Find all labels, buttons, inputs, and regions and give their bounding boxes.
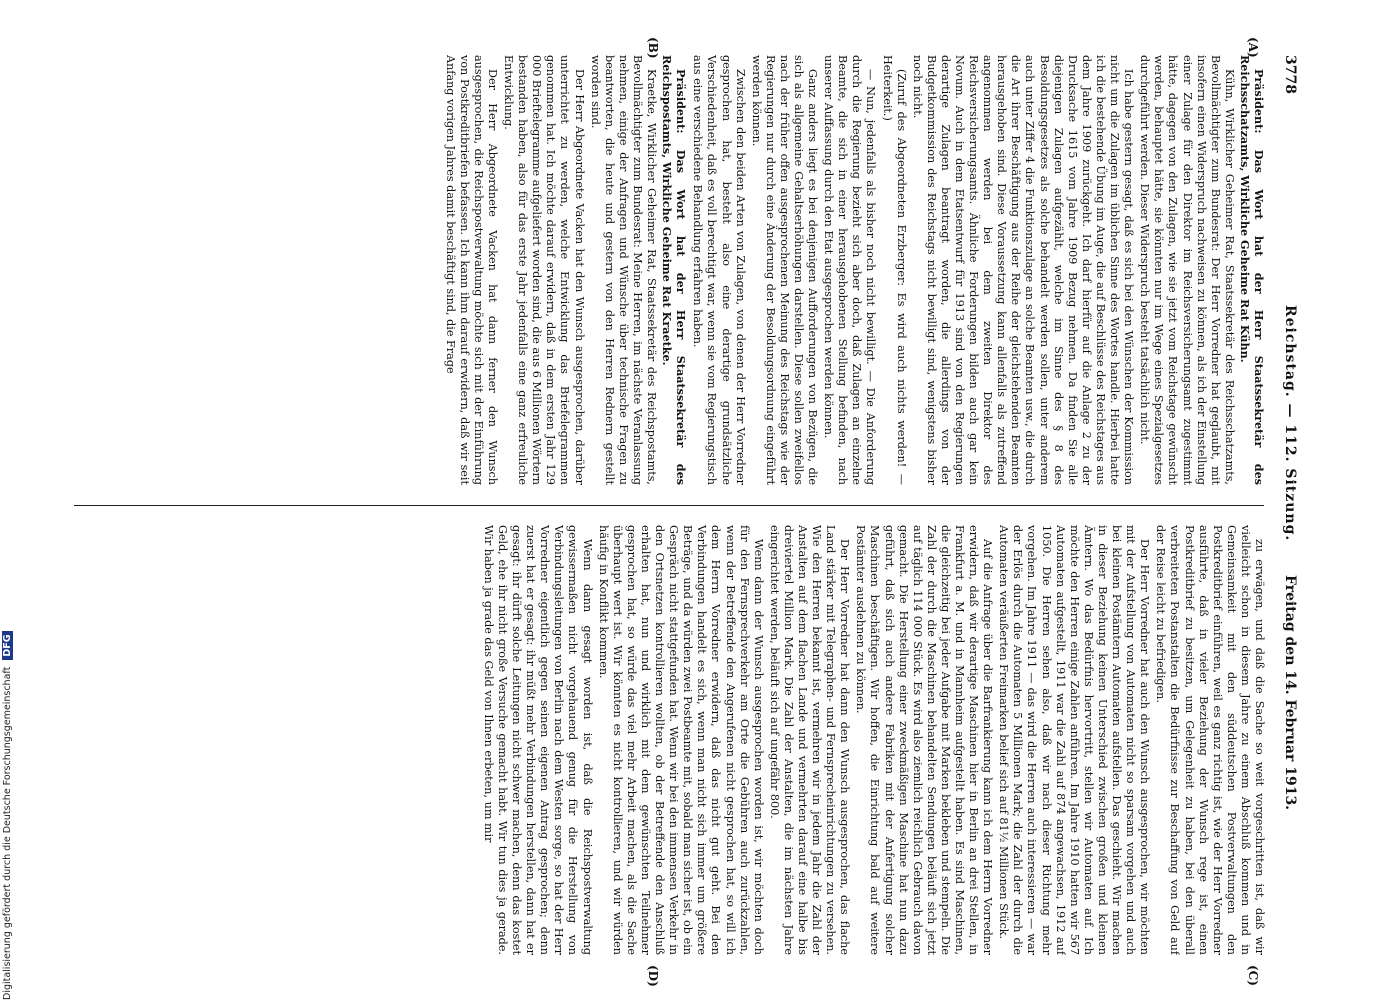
paragraph: Zwischen den beiden Arten von Zulagen, von denen der Herr Vorredner gesprochen hat, besteht also eine derartige grundsätzliche Verschiedenheit, daß es voll berechtigt war, wenn sie vom Regierungstisch aus eine verschiedene Behandlung erfahren haben. bbox=[691, 55, 747, 485]
paragraph: zu erwägen, und daß die Sache so weit vorgeschritten ist, daß wir vielleicht schon in diesem Jahre zu einem Abschluß kommen und in Gemeinsamkeit mit den süddeutschen Postverwaltungen den Postkreditbrief einführen, weil es ganz richtig ist, wie der Herr Vorredner ausführte, daß in vieler Beziehung der Wunsch rege ist, einen Postkreditbrief zu besitzen, um Gelegenheit zu haben, bei den überall verbreiteten Postanstalten die Bedürfnisse zur Beschaffung von Geld auf der Reise leicht zu befriedigen. bbox=[1154, 525, 1266, 955]
dfg-logo: DFG bbox=[2, 631, 13, 659]
paragraph: Der Herr Abgeordnete Vacken hat den Wunsch ausgesprochen, darüber unterrichtet zu werden, welche Entwicklung das Briefelegrammen genommen hat. Ich möchte darauf erwidern, daß in dem ersten Jahr 129 000 Brieftelegramme aufgeliefert worden sind, die aus 6 Millionen Wörtern bestanden haben, also für das erste Jahr jedenfalls eine ganz erfreuliche Entwicklung. bbox=[502, 55, 586, 485]
paragraph: Der Herr Vorredner hat dann den Wunsch ausgesprochen, das flache Land stärker mit Telegraphen- und Fernsprecheinrichtungen zu versehen. Wie den Herren bekannt ist, vermehren wir in jedem Jahr die Zahl der Anstalten auf dem flachen Lande und vermehrten darauf eine halbe bis dreiviertel Million Mark. Die Zahl der Anstalten, die im nächsten Jahre eingerichtet werden, beläuft sich auf ungefähr 800. bbox=[767, 525, 852, 955]
paragraph: Ich habe gestern gesagt, daß es sich bei den Wünschen der Kommission nicht um die Zulagen im üblichen Sinne des Wortes handle. Hierbei hatte ich die bestehende Übung im Auge, die auf Beschlüsse des Reichstages aus dem Jahre 1909 zurückgeht. Ich darf hierfür auf die Anlage 2 zu der Drucksache 1615 vom Jahre 1909 Bezug nehmen. Da finden Sie alle diejenigen Zulagen aufgezählt, welche im Sinne des § 8 des Besoldungsgesetzes als solche behandelt werden sollen, unter anderem auch unter Ziffer 4 die Funktionszulage an solche Beamten usw., die durch die Art ihrer Beschäftigung aus der Reihe der gleichstehenden Beamten herausgehoben sind. Diese Voraussetzung kann allenfalls als zutreffend angenommen werden bei dem zweiten Direktor des Reichsversicherungsamts. Ähnliche Forderungen bilden auch gar kein Novum. Auch in dem Etatsentwurf für 1913 sind von den Regierungen derartige Zulagen beantragt worden, die allerdings von der Budgetkommission des Reichstags nicht bewilligt sind, wenigstens bisher noch nicht. bbox=[910, 55, 1136, 485]
margin-marker-a: (A) bbox=[1246, 37, 1260, 58]
paragraph: Kühn, Wirklicher Geheimer Rat, Staatssekretär des Reichsschatzamts, Bevollmächtigter zum Bundesrat: Der Herr Vorredner hat geglaubt, mit insofern einen Widerspruch nachweisen zu können, als ich der Einstellung einer Zulage für den Direktor im Reichsversicherungsamt zugestimmt hätte, dagegen von den Zulagen, wie sie jetzt vom Reichstage gewünscht werden, behauptet hätte, sie könnten nur im Wege eines Spezialgesetzes durchgeführt werden. Dieser Widerspruch besteht tatsächlich nicht. bbox=[1138, 55, 1236, 485]
margin-marker-b: (B) bbox=[646, 37, 660, 59]
running-title: Reichstag. — 112. Sitzung. bbox=[1282, 305, 1298, 542]
paragraph: Ganz anders liegt es bei denjenigen Aufforderungen von Bezügen, die sich als allgemeine Gehaltserhöhungen darstellen. Diese sollen zweifellos nach der früher offen ausgesprochenen Meinung des Reichstags wie der Regierungen nur durch eine Änderung der Besoldungsordnung eingeführt werden können. bbox=[749, 55, 820, 485]
paragraph: Der Herr Vorredner hat auch den Wunsch ausgesprochen, wir möchten mit der Aufstellung von Automaten nicht so sparsam vorgehen und auch bei kleinen Postämtern Automaten aufstellen. Das geschieht. Wir machen in dieser Beziehung keinen Unterschied zwischen großen und kleinen Ämtern. Wo das Bedürfnis hervortritt, stellen wir Automaten auf. Ich möchte den Herren einige Zahlen anführen. Im Jahre 1910 hatten wir 567 Automaten aufgestellt, 1911 war die Zahl auf 874 angewachsen, 1912 auf 1050. Die Herren sehen also, daß wir nach dieser Richtung mehr vorgehen. Im Jahre 1911 — das wird die Herren auch interessieren — war der Erlös durch die Automaten 5 Millionen Mark; die Zahl der durch die Automaten veräußerten Freimarken belief sich auf 81½ Millionen Stück. bbox=[997, 525, 1152, 955]
paragraph: Präsident: Das Wort hat der Herr Staatssekretär des Reichsschatzamts, Wirkliche Geheime Rat Kühn. bbox=[1237, 55, 1266, 485]
paragraph: Präsident: Das Wort hat der Herr Staatssekretär des Reichspostamts, Wirkliche Geheime Rat Kraetke. bbox=[660, 55, 689, 485]
paragraph: Wenn dann gesagt worden ist, daß die Reichspostverwaltung gewissermaßen nicht vorgehauend genug für die Herstellung von Verbindungsleitungen von Berlin nach dem Westen sorge, so hat der Herr Vorredner eigentlich gegen seinen eigenen Antrag gesprochen; denn zuerst hat er gesagt: ihr müßt mehr Verbindungen herstellen, dann hat er gesagt: ihr dürft solche Leitungen nicht schwer machen, denn das kostet Geld, ehe ihr nicht große Versuche gemacht habt. Wir tun dies ja gerade. Wir haben ja grade das Geld von Ihnen erbeten, um mir bbox=[481, 525, 594, 955]
column-divider bbox=[74, 505, 1264, 506]
page-header bbox=[1272, 55, 1300, 960]
rotated-content bbox=[50, 37, 1300, 987]
session-date: Freitag den 14. Februar 1913. bbox=[1282, 575, 1298, 811]
margin-marker-c: (C) bbox=[1246, 965, 1260, 986]
paragraph: Kraetke, Wirklicher Geheimer Rat, Staatssekretär des Reichspostamts, Bevollmächtigter zum Bundesrat: Meine Herren, im nächste Veranlassung nehmen, einige der Anfragen und Wünsche über technische Fragen zu beantworten, die heute und gestern von den Herren Rednern gestellt worden sind. bbox=[588, 55, 659, 485]
credit-text: Digitalisierung gefördert durch die Deutsche Forschungsgemeinschaft bbox=[2, 666, 13, 1000]
paragraph: Auf die Anfrage über die Barfrankierung kann ich dem Herrn Vorredner erwidern, daß wir derartige Maschinen hier in Berlin an drei Stellen, in Frankfurt a. M. und in Mannheim aufgestellt haben. Es sind Maschinen, die gleichzeitig bei jeder Aufgabe mit Marken bekleben und stempeln. Die Zahl der durch die Maschinen behandelten Sendungen beläuft sich jetzt auf täglich 114 000 Stück. Es wird also ziemlich reichlich Gebrauch davon gemacht. Die Herstellung einer zweckmäßigen Maschine hat nun dazu geführt, daß sich auch andere Fabriken mit der Anfertigung solcher Maschinen beschäftigen. Wir hoffen, die Einrichtung bald auf weitere Postämter ausdehnen zu können. bbox=[854, 525, 995, 955]
digitization-credit bbox=[2, 0, 13, 1000]
paragraph: — Nun, jedenfalls als bisher noch nicht bewilligt. — Die Anforderung durch die Regierung bezieht sich aber doch, daß Zulagen an einzelne Beamte, die sich in einer herausgehobenen Stellung befinden, nach unserer Auffassung durch den Etat ausgesprochen werden können. bbox=[822, 55, 878, 485]
paragraph: Wenn dann der Wunsch ausgesprochen worden ist, wir möchten doch für den Fernsprechverkehr am Orte die Gebühren auch zurückzahlen, wenn der Betreffende den Angerufenen nicht gesprochen hat, so will ich dem Herrn Vorredner erwidern, daß das nicht gut geht. Bei den Verbindungen handelt es sich, wenn man nicht sich immer um größere Beträge, und da würden zwei Postbeamte mit, sobald man sicher ist, ob ein Gespräch nicht stattgefunden hat. Wenn wir bei den immensen Verkehr in den Ortsnetzen kontrollieren wollten, ob der Betreffende den Anschluß erhalten hat, nun und wirklich mit dem gewünschten Teilnehmer gesprochen hat, so würde das viel mehr Arbeit machen, als die Sache überhaupt wert ist. Wir könnten es nicht kontrollieren, und wir würden häufig in Konflikt kommen. bbox=[596, 525, 765, 955]
page-number: 3778 bbox=[1282, 55, 1298, 94]
left-column bbox=[66, 55, 1266, 485]
right-column bbox=[66, 525, 1266, 955]
paragraph: Der Herr Abgeordnete Vacken hat dann ferner den Wunsch ausgesprochen, die Reichspostverwaltung möchte sich mit der Einführung von Postkreditbriefen befassen. Ich kann ihm darauf erwidern, daß wir seit Anfang vorigen Jahres damit beschäftigt sind, die Frage bbox=[443, 55, 500, 485]
paragraph: (Zuruf des Abgeordneten Erzberger: Es wird auch nichts werden! — Heiterkeit.) bbox=[880, 55, 908, 485]
margin-marker-d: (D) bbox=[646, 965, 660, 987]
